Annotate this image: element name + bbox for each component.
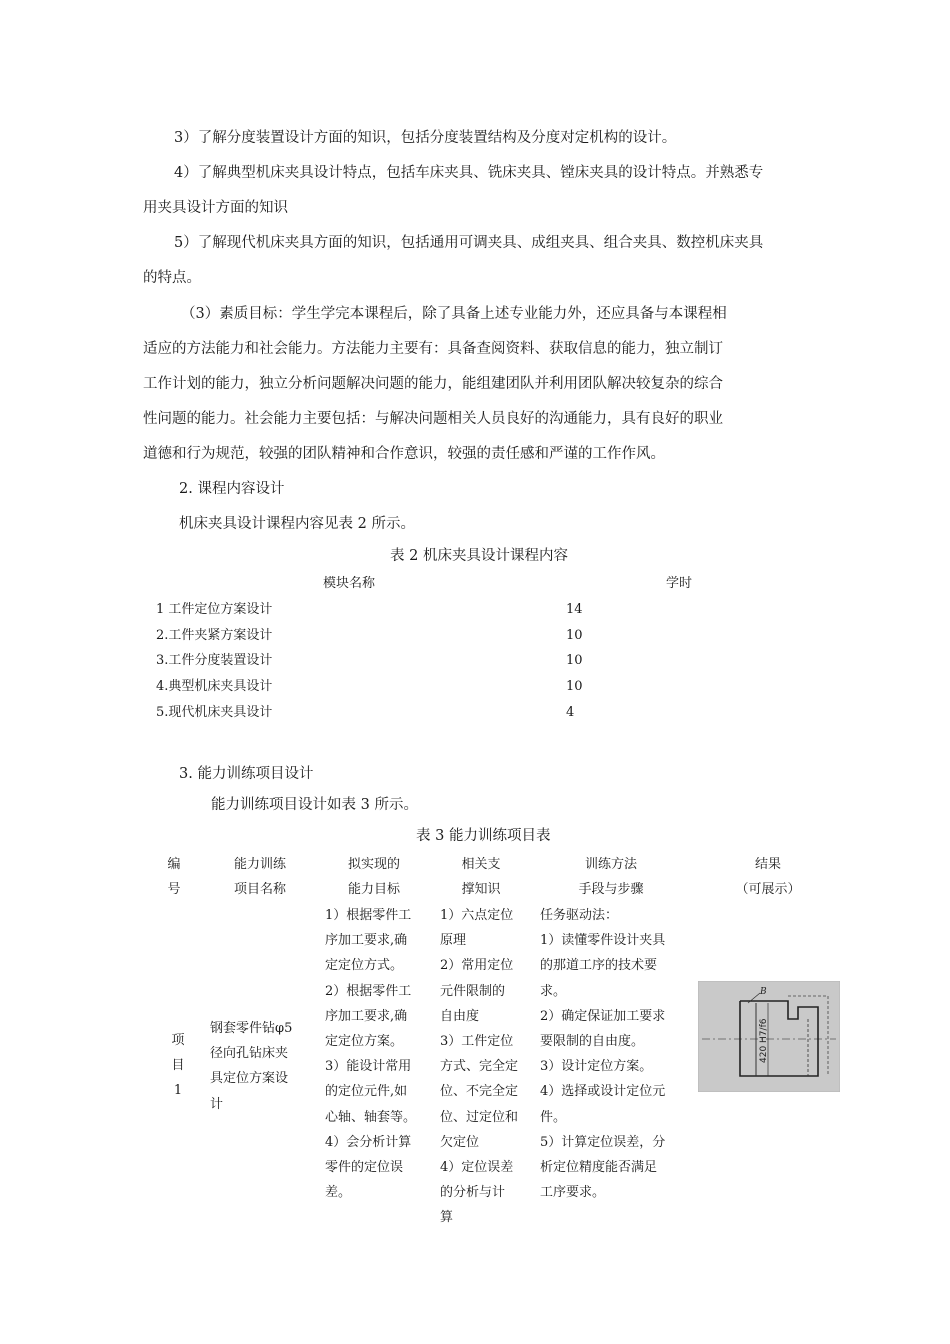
table-header-name: 项目名称 xyxy=(233,882,286,897)
cell-line: 要限制的自由度。 xyxy=(540,1034,645,1050)
paragraph-line: 用夹具设计方面的知识 xyxy=(143,200,288,216)
cell-line: 5）计算定位误差，分 xyxy=(540,1134,666,1150)
cell-line: 2）根据零件工 xyxy=(325,983,412,999)
paragraph-line: 道德和行为规范，较强的团队精神和合作意识，较强的责任感和严谨的工作作风。 xyxy=(143,446,665,462)
cell-line: 心轴、轴套等。 xyxy=(325,1109,417,1125)
paragraph-line: 性问题的能力。社会能力主要包括：与解决问题相关人员良好的沟通能力，具有良好的职业 xyxy=(143,411,723,427)
table-row-module: 2.工件夹紧方案设计 xyxy=(156,628,273,643)
cell-line: 零件的定位误 xyxy=(325,1160,404,1176)
cell-line: 析定位精度能否满足 xyxy=(540,1160,658,1176)
paragraph-line: 的特点。 xyxy=(143,270,201,286)
cell-line: 4）选择或设计定位元 xyxy=(540,1084,666,1100)
cell-line: 3）工件定位 xyxy=(440,1034,514,1050)
table-header-goals: 拟实现的 xyxy=(347,857,400,872)
cell-line: 定定位方案。 xyxy=(325,1034,404,1050)
section-intro: 机床夹具设计课程内容见表 2 所示。 xyxy=(179,516,415,532)
table-row-hours: 10 xyxy=(566,628,583,643)
table-row-module: 5.现代机床夹具设计 xyxy=(156,705,273,720)
cell-line: 元件限制的 xyxy=(440,983,506,999)
figure-label-b: B xyxy=(760,987,767,997)
cell-line: 原理 xyxy=(440,933,467,949)
table-header-name: 能力训练 xyxy=(233,857,286,872)
table-row-hours: 4 xyxy=(566,705,575,720)
table-header-knowledge: 相关支 xyxy=(461,857,501,872)
table-header-num: 编 xyxy=(167,857,181,872)
cell-project-name xyxy=(210,1016,314,1117)
table-header-knowledge: 撑知识 xyxy=(461,882,501,897)
cell-project-number xyxy=(168,1028,188,1104)
table-header-result: 结果 xyxy=(754,857,781,872)
cell-line: 项 xyxy=(171,1033,185,1048)
section-heading: 3. 能力训练项目设计 xyxy=(179,766,314,782)
figure-dimension: 420 H7/f6 xyxy=(759,1018,769,1063)
table-row-hours: 10 xyxy=(566,679,583,694)
cell-line: 3）能设计常用 xyxy=(325,1059,412,1075)
cell-line: 1 xyxy=(173,1083,183,1099)
cell-line: 的定位元件,如 xyxy=(325,1084,408,1100)
cell-line: 序加工要求,确 xyxy=(325,933,408,949)
cell-line: 目 xyxy=(171,1058,185,1074)
cell-line: 径向孔钻床夹 xyxy=(210,1046,289,1062)
paragraph-line: 3）了解分度装置设计方面的知识，包括分度装置结构及分度对定机构的设计。 xyxy=(174,130,677,146)
table-header-methods: 训练方法 xyxy=(584,857,637,872)
table-row-module: 4.典型机床夹具设计 xyxy=(156,679,273,694)
table-header-goals: 能力目标 xyxy=(347,882,400,897)
cell-line: 自由度 xyxy=(440,1008,480,1024)
cell-line: 算 xyxy=(440,1210,454,1226)
cell-line: 计 xyxy=(210,1096,224,1112)
cell-line: 的那道工序的技术要 xyxy=(540,958,658,974)
cell-line: 任务驱动法： xyxy=(540,908,619,923)
paragraph-line: 5）了解现代机床夹具方面的知识，包括通用可调夹具、成组夹具、组合夹具、数控机床夹具 xyxy=(174,235,764,251)
cell-line: 差。 xyxy=(325,1185,352,1201)
section-heading: 2. 课程内容设计 xyxy=(179,481,285,497)
table-header-methods: 手段与步骤 xyxy=(578,882,644,897)
cell-line: 欠定位 xyxy=(440,1134,480,1150)
cell-knowledge xyxy=(440,903,530,1231)
cell-line: 工序要求。 xyxy=(540,1185,606,1201)
table-row-hours: 14 xyxy=(566,602,583,617)
cell-line: 1）读懂零件设计夹具 xyxy=(540,933,666,949)
cell-line: 求。 xyxy=(540,983,567,999)
table-row-module: 1 工件定位方案设计 xyxy=(156,602,273,617)
cell-line: 钢套零件钻φ5 xyxy=(210,1021,293,1036)
section-intro: 能力训练项目设计如表 3 所示。 xyxy=(211,797,418,813)
table-header-num: 号 xyxy=(167,882,181,897)
part-drawing-figure xyxy=(698,981,840,1092)
cell-line: 2）常用定位 xyxy=(440,958,514,974)
table-row-module: 3.工件分度装置设计 xyxy=(156,653,273,668)
cell-line: 方式、完全定 xyxy=(440,1059,519,1075)
cell-line: 4）定位误差 xyxy=(440,1160,514,1176)
cell-line: 序加工要求,确 xyxy=(325,1008,408,1024)
cell-line: 具定位方案设 xyxy=(210,1071,289,1087)
table-header-result: （可展示） xyxy=(735,882,801,897)
cell-line: 1）六点定位 xyxy=(440,908,514,923)
cell-line: 3）设计定位方案。 xyxy=(540,1059,653,1075)
cell-line: 4）会分析计算 xyxy=(325,1134,412,1150)
cell-line: 的分析与计 xyxy=(440,1185,506,1201)
paragraph-line: 工作计划的能力，独立分析问题解决问题的能力，能组建团队并利用团队解决较复杂的综合 xyxy=(143,376,723,392)
cell-line: 2）确定保证加工要求 xyxy=(540,1008,666,1024)
table-caption: 表 3 能力训练项目表 xyxy=(416,828,551,844)
table-header-module: 模块名称 xyxy=(323,576,376,591)
cell-line: 件。 xyxy=(540,1109,567,1125)
cell-line: 位、不完全定 xyxy=(440,1084,519,1100)
paragraph-line: 4）了解典型机床夹具设计特点，包括车床夹具、铣床夹具、镗床夹具的设计特点。并熟悉专 xyxy=(174,165,764,181)
cell-line: 1）根据零件工 xyxy=(325,908,412,923)
paragraph-line: （3）素质目标：学生学完本课程后，除了具备上述专业能力外，还应具备与本课程相 xyxy=(181,306,727,322)
table-header-hours: 学时 xyxy=(666,576,693,591)
cell-goals xyxy=(325,903,425,1205)
cell-line: 定定位方式。 xyxy=(325,958,404,974)
paragraph-line: 适应的方法能力和社会能力。方法能力主要有：具备查阅资料、获取信息的能力，独立制订 xyxy=(143,341,723,357)
table-row-hours: 10 xyxy=(566,653,583,668)
cell-methods xyxy=(540,903,688,1205)
table-caption: 表 2 机床夹具设计课程内容 xyxy=(390,548,568,564)
cell-line: 位、过定位和 xyxy=(440,1109,519,1125)
